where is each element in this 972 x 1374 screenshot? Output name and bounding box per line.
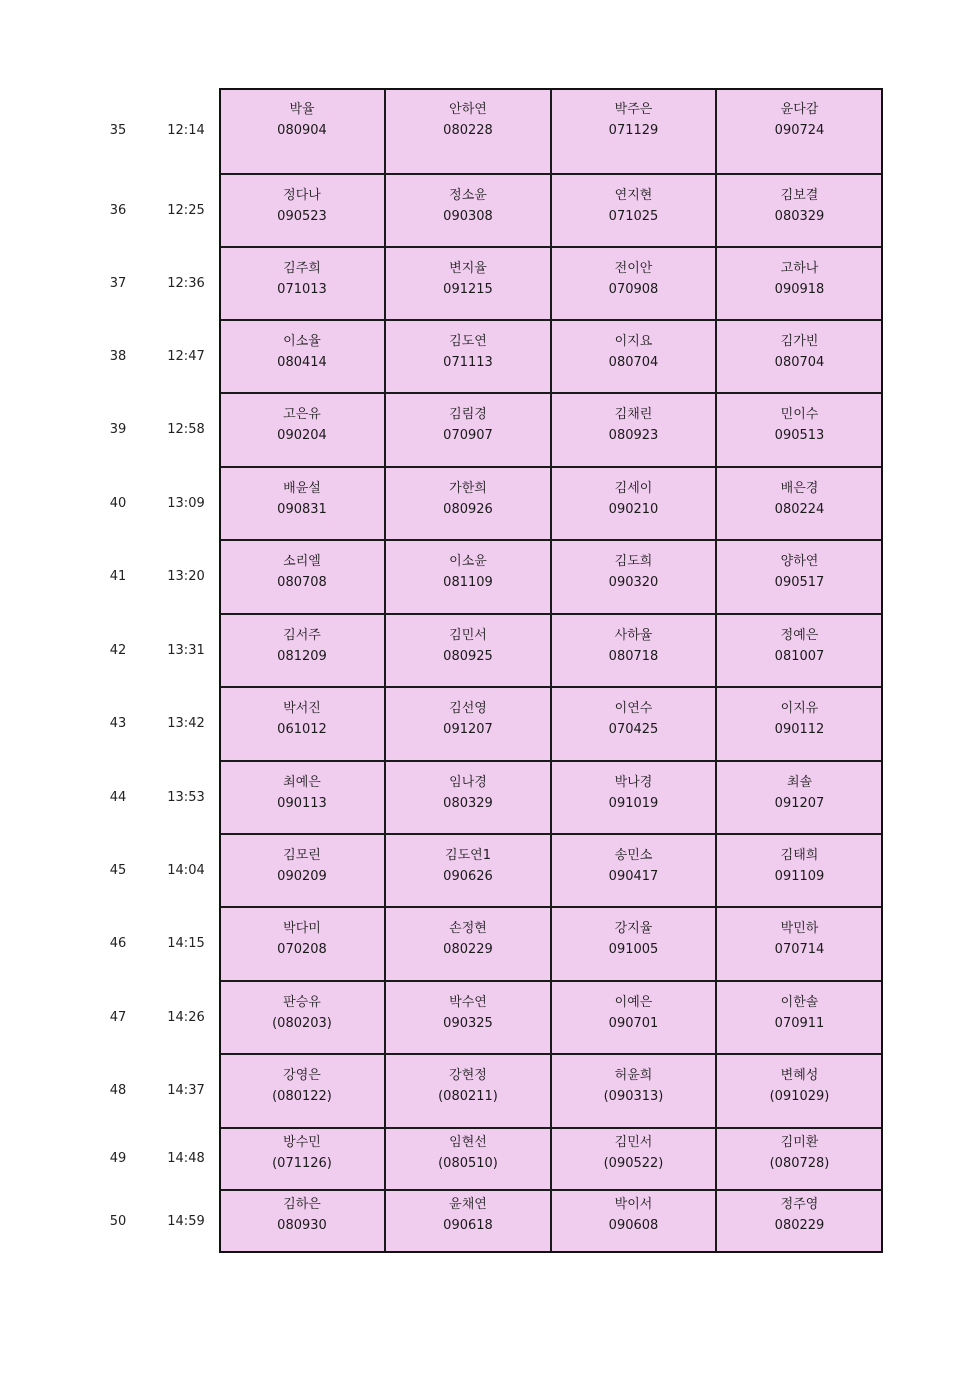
participant-cell xyxy=(219,467,385,540)
participant-code: 071113 xyxy=(443,355,493,370)
participant-code: 090325 xyxy=(443,1016,493,1031)
participant-name: 박수연 xyxy=(449,995,487,1010)
participant-cell xyxy=(551,247,716,320)
participant-cell xyxy=(716,247,883,320)
participant-name: 사하율 xyxy=(614,628,653,643)
participant-cell xyxy=(385,247,551,320)
participant-cell xyxy=(219,1128,385,1190)
participant-name: 고은유 xyxy=(283,407,321,422)
participant-name: 전이안 xyxy=(614,261,653,276)
participant-cell xyxy=(551,687,716,761)
participant-name: 임현선 xyxy=(449,1135,487,1150)
participant-name: 정다나 xyxy=(283,188,321,203)
participant-cell xyxy=(219,174,385,247)
participant-cell xyxy=(551,320,716,393)
participant-cell xyxy=(716,1128,883,1190)
participant-name: 김주희 xyxy=(283,261,321,276)
row-time: 13:53 xyxy=(167,789,205,805)
participant-cell xyxy=(716,687,883,761)
participant-name: 김모린 xyxy=(283,848,321,863)
participant-name: 강지율 xyxy=(614,921,653,936)
participant-code: 091215 xyxy=(443,282,493,297)
participant-cell xyxy=(551,907,716,981)
participant-cell xyxy=(551,834,716,907)
participant-name: 김도희 xyxy=(614,554,653,569)
participant-cell xyxy=(551,88,716,174)
participant-cell xyxy=(385,320,551,393)
row-time: 12:47 xyxy=(167,348,205,364)
row-time: 13:20 xyxy=(167,569,205,584)
participant-cell xyxy=(551,614,716,687)
participant-code: 070911 xyxy=(774,1016,825,1031)
participant-name: 김민서 xyxy=(614,1135,653,1150)
participant-name: 김선영 xyxy=(449,701,487,716)
participant-name: 김림경 xyxy=(449,407,487,422)
participant-cell xyxy=(385,1190,551,1253)
row-time: 13:09 xyxy=(167,495,205,511)
participant-name: 이한솔 xyxy=(780,995,819,1010)
row-number: 42 xyxy=(109,642,127,658)
participant-cell xyxy=(385,540,551,614)
participant-code: 091207 xyxy=(443,722,493,737)
participant-code: 090209 xyxy=(277,869,327,884)
participant-cell xyxy=(385,393,551,467)
participant-code: 080904 xyxy=(277,123,327,138)
participant-code: 080329 xyxy=(774,209,825,224)
participant-cell xyxy=(219,540,385,614)
participant-cell xyxy=(716,907,883,981)
participant-cell xyxy=(551,540,716,614)
table-row xyxy=(0,1190,972,1253)
participant-name: 양하연 xyxy=(780,554,819,569)
participant-code: 090308 xyxy=(443,209,493,224)
row-number: 35 xyxy=(109,123,127,138)
participant-name: 김하은 xyxy=(283,1197,321,1212)
participant-code: 070208 xyxy=(277,942,327,957)
participant-name: 이소율 xyxy=(283,334,321,349)
participant-name: 김도연1 xyxy=(445,848,491,863)
participant-code: (080203) xyxy=(272,1016,332,1031)
row-number: 47 xyxy=(109,1009,127,1025)
row-number: 40 xyxy=(109,495,127,511)
participant-name: 김태희 xyxy=(780,848,819,863)
participant-name: 이예은 xyxy=(614,995,653,1010)
participant-code: 080718 xyxy=(608,649,659,664)
participant-cell xyxy=(385,174,551,247)
participant-code: 090513 xyxy=(774,428,825,443)
participant-cell xyxy=(219,907,385,981)
participant-name: 안하연 xyxy=(449,102,487,117)
row-number: 41 xyxy=(109,569,127,584)
participant-cell xyxy=(716,88,883,174)
participant-name: 이소윤 xyxy=(449,554,487,569)
participant-name: 김보결 xyxy=(780,188,819,203)
row-number: 46 xyxy=(109,936,127,951)
row-time: 13:42 xyxy=(167,716,205,731)
participant-cell xyxy=(219,614,385,687)
table-row xyxy=(0,247,972,320)
participant-name: 이연수 xyxy=(614,701,653,716)
participant-code: 071025 xyxy=(608,209,659,224)
participant-name: 민이수 xyxy=(780,407,819,422)
participant-cell xyxy=(385,761,551,834)
participant-code: 080224 xyxy=(774,502,825,517)
participant-cell xyxy=(716,320,883,393)
row-time: 12:25 xyxy=(167,202,205,218)
participant-name: 배윤설 xyxy=(283,481,321,496)
participant-code: (071126) xyxy=(272,1156,332,1171)
participant-cell xyxy=(716,174,883,247)
participant-code: 090210 xyxy=(608,502,659,517)
row-number: 39 xyxy=(109,422,127,437)
participant-name: 박주은 xyxy=(614,102,653,117)
participant-name: 연지현 xyxy=(614,188,653,203)
participant-code: 090608 xyxy=(608,1218,659,1233)
row-time: 14:26 xyxy=(167,1009,205,1025)
participant-cell xyxy=(716,614,883,687)
participant-cell xyxy=(716,1054,883,1128)
row-number: 44 xyxy=(109,789,127,805)
table-row xyxy=(0,614,972,687)
participant-cell xyxy=(385,907,551,981)
participant-code: 080704 xyxy=(774,355,825,370)
participant-code: 070425 xyxy=(608,722,659,737)
participant-cell xyxy=(551,981,716,1054)
participant-cell xyxy=(219,981,385,1054)
participant-name: 정주영 xyxy=(780,1197,819,1212)
participant-cell xyxy=(385,1054,551,1128)
participant-name: 최예은 xyxy=(283,775,321,790)
participant-code: 091019 xyxy=(608,796,659,811)
participant-code: 090701 xyxy=(608,1016,659,1031)
participant-name: 손정현 xyxy=(449,921,487,936)
row-number: 45 xyxy=(109,862,127,878)
participant-cell xyxy=(551,393,716,467)
participant-code: (080122) xyxy=(272,1089,332,1104)
participant-name: 송민소 xyxy=(614,848,653,863)
participant-code: (080211) xyxy=(438,1089,498,1104)
participant-cell xyxy=(219,687,385,761)
participant-name: 강현정 xyxy=(449,1068,487,1083)
participant-name: 김서주 xyxy=(283,628,321,643)
participant-code: 080708 xyxy=(277,575,327,590)
participant-name: 강영은 xyxy=(283,1068,321,1083)
participant-name: 박서진 xyxy=(283,701,321,716)
participant-name: 정소윤 xyxy=(449,188,487,203)
participant-code: 071129 xyxy=(608,123,659,138)
participant-code: (080510) xyxy=(438,1156,498,1171)
participant-name: 박다미 xyxy=(283,921,321,936)
participant-cell xyxy=(385,614,551,687)
participant-name: 윤채연 xyxy=(449,1197,487,1212)
participant-cell xyxy=(716,1190,883,1253)
participant-name: 허윤희 xyxy=(614,1068,653,1083)
participant-name: 김미환 xyxy=(780,1135,819,1150)
participant-code: 091109 xyxy=(774,869,825,884)
participant-code: 091207 xyxy=(774,796,825,811)
participant-code: 080930 xyxy=(277,1218,327,1233)
participant-cell xyxy=(385,834,551,907)
participant-cell xyxy=(385,687,551,761)
participant-code: 090517 xyxy=(774,575,825,590)
participant-name: 박이서 xyxy=(614,1197,653,1212)
participant-code: 081007 xyxy=(774,649,825,664)
participant-cell xyxy=(219,88,385,174)
participant-code: 090113 xyxy=(277,796,327,811)
participant-cell xyxy=(219,834,385,907)
participant-cell xyxy=(716,540,883,614)
participant-name: 배은경 xyxy=(780,481,819,496)
participant-code: 090320 xyxy=(608,575,659,590)
participant-code: 080229 xyxy=(443,942,493,957)
participant-code: 090831 xyxy=(277,502,327,517)
participant-name: 윤다감 xyxy=(780,102,819,117)
table-row xyxy=(0,174,972,247)
participant-cell xyxy=(551,174,716,247)
table-row xyxy=(0,981,972,1054)
participant-cell xyxy=(716,834,883,907)
row-number: 37 xyxy=(109,275,127,291)
participant-code: 090918 xyxy=(774,282,825,297)
participant-name: 김도연 xyxy=(449,334,487,349)
participant-code: 080704 xyxy=(608,355,659,370)
participant-name: 박민하 xyxy=(780,921,819,936)
participant-cell xyxy=(551,761,716,834)
participant-cell xyxy=(385,981,551,1054)
participant-name: 소리엘 xyxy=(283,554,321,569)
participant-name: 임나경 xyxy=(449,775,487,790)
row-number: 48 xyxy=(109,1083,127,1098)
participant-code: 080229 xyxy=(774,1218,825,1233)
row-number: 38 xyxy=(109,348,127,364)
participant-name: 변혜성 xyxy=(780,1068,819,1083)
participant-code: 090417 xyxy=(608,869,659,884)
table-row xyxy=(0,1128,972,1190)
participant-code: 061012 xyxy=(277,722,327,737)
participant-code: 080228 xyxy=(443,123,493,138)
participant-code: 090618 xyxy=(443,1218,493,1233)
participant-cell xyxy=(385,1128,551,1190)
participant-name: 김가빈 xyxy=(780,334,819,349)
participant-cell xyxy=(219,1190,385,1253)
table-row xyxy=(0,88,972,174)
table-row xyxy=(0,761,972,834)
participant-cell xyxy=(219,247,385,320)
participant-code: 070714 xyxy=(774,942,825,957)
table-row xyxy=(0,1054,972,1128)
participant-code: 080926 xyxy=(443,502,493,517)
table-row xyxy=(0,467,972,540)
participant-code: (091029) xyxy=(769,1089,830,1104)
table-row xyxy=(0,393,972,467)
participant-cell xyxy=(551,467,716,540)
row-time: 12:58 xyxy=(167,422,205,437)
participant-name: 고하나 xyxy=(780,261,819,276)
participant-code: 070907 xyxy=(443,428,493,443)
participant-code: 090112 xyxy=(774,722,825,737)
participant-cell xyxy=(219,761,385,834)
table-row xyxy=(0,687,972,761)
row-number: 36 xyxy=(109,202,127,218)
participant-code: 090523 xyxy=(277,209,327,224)
participant-cell xyxy=(551,1190,716,1253)
row-time: 12:14 xyxy=(167,123,205,138)
participant-name: 정예은 xyxy=(780,628,819,643)
row-number: 50 xyxy=(109,1213,127,1229)
participant-cell xyxy=(716,467,883,540)
participant-cell xyxy=(219,1054,385,1128)
participant-name: 최솔 xyxy=(786,775,813,790)
participant-code: (090522) xyxy=(603,1156,664,1171)
participant-name: 변지율 xyxy=(449,261,487,276)
table-row xyxy=(0,907,972,981)
participant-name: 가한희 xyxy=(449,481,487,496)
participant-code: 080923 xyxy=(608,428,659,443)
participant-name: 이지유 xyxy=(780,701,819,716)
participant-name: 박율 xyxy=(289,102,315,117)
participant-cell xyxy=(551,1128,716,1190)
participant-name: 이지요 xyxy=(614,334,653,349)
participant-name: 박나경 xyxy=(614,775,653,790)
participant-cell xyxy=(716,393,883,467)
participant-cell xyxy=(716,981,883,1054)
participant-name: 방수민 xyxy=(283,1135,321,1150)
row-time: 12:36 xyxy=(167,275,205,291)
row-time: 14:04 xyxy=(167,862,205,878)
participant-code: 090204 xyxy=(277,428,327,443)
participant-code: 071013 xyxy=(277,282,327,297)
participant-code: 080414 xyxy=(277,355,327,370)
participant-cell xyxy=(716,761,883,834)
participant-cell xyxy=(385,88,551,174)
participant-code: 081109 xyxy=(443,575,493,590)
participant-code: 070908 xyxy=(608,282,659,297)
participant-cell xyxy=(551,1054,716,1128)
row-number: 49 xyxy=(109,1151,127,1166)
participant-name: 김세이 xyxy=(614,481,653,496)
row-number: 43 xyxy=(109,716,127,731)
participant-code: 081209 xyxy=(277,649,327,664)
row-time: 13:31 xyxy=(167,642,205,658)
participant-code: (090313) xyxy=(603,1089,664,1104)
participant-cell xyxy=(219,393,385,467)
participant-code: 090626 xyxy=(443,869,493,884)
participant-name: 김민서 xyxy=(449,628,487,643)
participant-name: 김채린 xyxy=(614,407,653,422)
participant-cell xyxy=(385,467,551,540)
row-time: 14:15 xyxy=(167,936,205,951)
row-time: 14:59 xyxy=(167,1213,205,1229)
participant-name: 판승유 xyxy=(283,995,321,1010)
participant-code: 090724 xyxy=(774,123,825,138)
participant-code: 080329 xyxy=(443,796,493,811)
table-row xyxy=(0,834,972,907)
row-time: 14:48 xyxy=(167,1151,205,1166)
participant-code: 091005 xyxy=(608,942,659,957)
participant-cell xyxy=(219,320,385,393)
participant-code: 080925 xyxy=(443,649,493,664)
table-row xyxy=(0,320,972,393)
table-row xyxy=(0,540,972,614)
row-time: 14:37 xyxy=(167,1083,205,1098)
participant-code: (080728) xyxy=(769,1156,830,1171)
